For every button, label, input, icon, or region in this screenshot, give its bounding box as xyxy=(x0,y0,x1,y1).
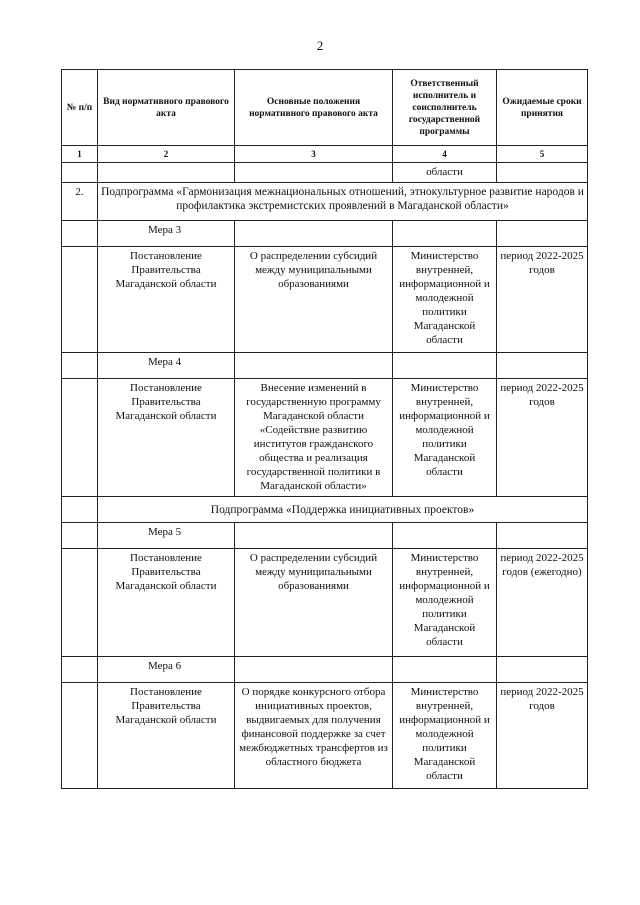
measure-label: Мера 5 xyxy=(98,523,235,549)
table-row xyxy=(62,247,588,353)
header-act-type: Вид нормативного правового акта xyxy=(98,70,235,146)
subprogram-title: Подпрограмма «Поддержка инициативных проектов» xyxy=(98,497,588,523)
act-deadline: период 2022-2025 годов xyxy=(497,247,588,353)
carry-over-row xyxy=(62,163,588,183)
section-row xyxy=(62,183,588,221)
act-deadline: период 2022-2025 годов xyxy=(497,683,588,789)
col-number: 1 xyxy=(62,146,98,163)
section-number: 2. xyxy=(62,183,98,221)
act-executor: Министерство внутренней, информационной и молодежной политики Магаданской области xyxy=(393,247,497,353)
act-type: Постановление Правительства Магаданской области xyxy=(98,683,235,789)
carry-over-text: области xyxy=(393,163,497,183)
measure-label-row xyxy=(62,523,588,549)
col-number: 5 xyxy=(497,146,588,163)
header-executor: Ответственный исполнитель и соисполнитель государственной программы xyxy=(393,70,497,146)
header-row xyxy=(62,70,588,146)
header-deadline: Ожидаемые сроки принятия xyxy=(497,70,588,146)
col-number: 3 xyxy=(235,146,393,163)
header-num: № п/п xyxy=(62,70,98,146)
col-number: 4 xyxy=(393,146,497,163)
column-numbers-row xyxy=(62,146,588,163)
act-deadline: период 2022-2025 годов (ежегодно) xyxy=(497,549,588,657)
table-row xyxy=(62,683,588,789)
act-provisions: О порядке конкурсного отбора инициативных проектов, выдвигаемых для получения финансовой поддержке за счет межбюджетных трансфертов из областного бюджета xyxy=(235,683,393,789)
measure-label: Мера 6 xyxy=(98,657,235,683)
act-deadline: период 2022-2025 годов xyxy=(497,379,588,497)
measure-label: Мера 3 xyxy=(98,221,235,247)
measure-label-row xyxy=(62,353,588,379)
measure-label-row xyxy=(62,221,588,247)
header-provisions: Основные положения нормативного правового акта xyxy=(235,70,393,146)
act-provisions: О распределении субсидий между муниципальными образованиями xyxy=(235,247,393,353)
act-type: Постановление Правительства Магаданской области xyxy=(98,549,235,657)
act-executor: Министерство внутренней, информационной и молодежной политики Магаданской области xyxy=(393,683,497,789)
measure-label: Мера 4 xyxy=(98,353,235,379)
act-provisions: Внесение изменений в государственную программу Магаданской области «Содействие развитию институтов гражданского общества и реализация государственной политики в Магаданской области» xyxy=(235,379,393,497)
act-provisions: О распределении субсидий между муниципальными образованиями xyxy=(235,549,393,657)
section-title: Подпрограмма «Гармонизация межнациональных отношений, этнокультурное развитие народов и профилактика экстремистских проявлений в Магаданской области» xyxy=(98,183,588,221)
measure-label-row xyxy=(62,657,588,683)
act-type: Постановление Правительства Магаданской области xyxy=(98,247,235,353)
page-number: 2 xyxy=(316,38,324,53)
act-type: Постановление Правительства Магаданской области xyxy=(98,379,235,497)
regulatory-acts-table xyxy=(61,69,588,789)
table-row xyxy=(62,549,588,657)
col-number: 2 xyxy=(98,146,235,163)
subprogram-row xyxy=(62,497,588,523)
act-executor: Министерство внутренней, информационной и молодежной политики Магаданской области xyxy=(393,379,497,497)
act-executor: Министерство внутренней, информационной и молодежной политики Магаданской области xyxy=(393,549,497,657)
table-row xyxy=(62,379,588,497)
